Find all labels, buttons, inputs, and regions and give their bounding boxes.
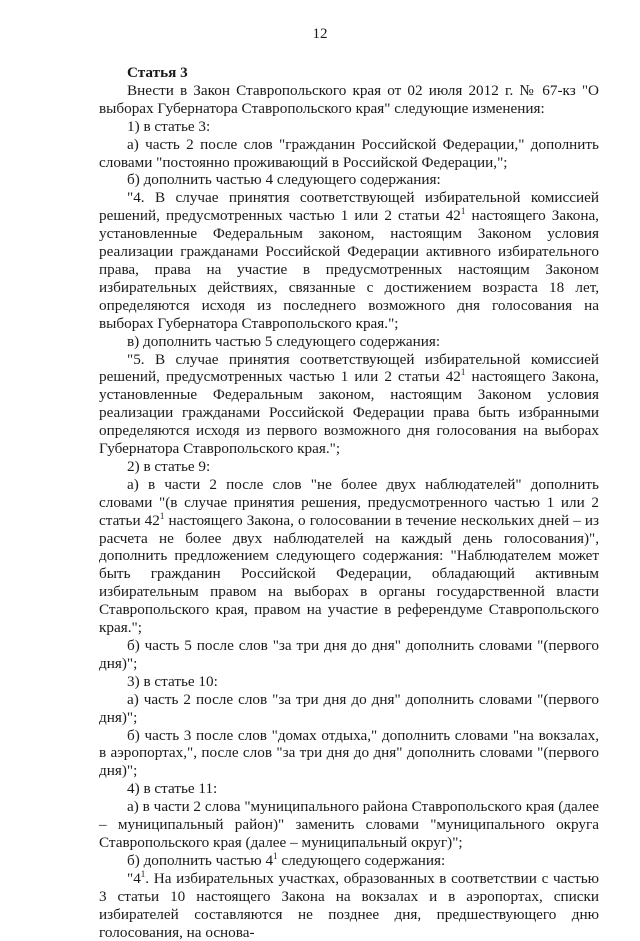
paragraph: а) в части 2 слова "муниципального района Ставропольского края (далее – муниципальный район)" заменить словами "муниципального округа Ставропольского края (далее – муниципальный округ)"; bbox=[99, 798, 599, 851]
paragraph bbox=[99, 189, 599, 332]
paragraph-text: б) дополнить частью 4 bbox=[127, 851, 274, 869]
superscript: 1 bbox=[460, 206, 466, 217]
paragraph-text: "4. В случае принятия соответствующей избирательной комиссией решений, предусмотренных частью 1 или 2 статьи 42 bbox=[99, 189, 599, 225]
paragraph bbox=[99, 870, 599, 941]
superscript: 1 bbox=[460, 367, 466, 378]
paragraph-text: настоящего Закона, о голосовании в течение нескольких дней – из расчета не более двух наблюдателей на каждый день голосования)", дополнить предложением следующего содержания: "Наблюдателем может быть гражданин Российской Федерации, обладающий активным избирательным правом на выборах в органы государственной власти Ставропольского края, правом на участие в референдуме Ставропольского края."; bbox=[99, 511, 599, 637]
paragraph: 4) в статье 11: bbox=[127, 780, 218, 798]
paragraph bbox=[99, 852, 599, 870]
paragraph-text: . На избирательных участках, образованных в соответствии с частью 3 статьи 10 настоящего Закона на вокзалах и в аэропортах, списки избирателей составляются не позднее дня, предшествующего дню голосования, на основа- bbox=[99, 869, 599, 941]
paragraph: а) часть 2 после слов "за три дня до дня" дополнить словами "(первого дня)"; bbox=[99, 690, 599, 726]
page-number: 12 bbox=[312, 26, 328, 42]
paragraph: Внести в Закон Ставропольского края от 02 июля 2012 г. № 67-кз "О выборах Губернатора Ставропольского края" следующие изменения: bbox=[99, 81, 599, 117]
paragraph bbox=[99, 476, 599, 637]
paragraph-text: "5. В случае принятия соответствующей избирательной комиссией решений, предусмотренных частью 1 или 2 статьи 42 bbox=[99, 350, 599, 386]
article-heading: Статья 3 bbox=[127, 64, 188, 81]
superscript: 1 bbox=[159, 510, 165, 521]
paragraph: б) дополнить частью 4 следующего содержания: bbox=[127, 171, 441, 189]
paragraph-text: настоящего Закона, установленные Федеральным законом, настоящим Законом условия реализации гражданами Российской Федерации права быть избранными определяются исходя из первого возможного дня голосования на выборах Губернатора Ставропольского края."; bbox=[99, 368, 599, 458]
document-body bbox=[99, 64, 599, 941]
paragraph: б) часть 3 после слов "домах отдыха," дополнить словами "на вокзалах, в аэропортах,", после слов "за три дня до дня" дополнить словами "(первого дня)"; bbox=[99, 726, 599, 780]
paragraph: 2) в статье 9: bbox=[127, 457, 211, 475]
paragraph-text: настоящего Закона, установленные Федеральным законом, настоящим Законом условия реализации гражданами Российской Федерации активного избирательного права, права на участие в предусмотренных настоящим Законом избирательных действиях, связанные с достижением возраста 18 лет, определяются исходя из последнего возможного дня голосования на выборах Губернатора Ставропольского края."; bbox=[99, 207, 599, 332]
paragraph: 1) в статье 3: bbox=[127, 117, 211, 135]
paragraph: б) часть 5 после слов "за три дня до дня" дополнить словами "(первого дня)"; bbox=[99, 637, 599, 672]
paragraph-text: а) в части 2 после слов "не более двух наблюдателей" дополнить словами "(в случае принятия решения, предусмотренного частью 1 или 2 статьи 42 bbox=[99, 475, 599, 529]
paragraph: в) дополнить частью 5 следующего содержания: bbox=[127, 332, 441, 350]
paragraph: а) часть 2 после слов "гражданин Российской Федерации," дополнить словами "постоянно проживающий в Российской Федерации,"; bbox=[99, 135, 599, 171]
paragraph-text: следующего содержания: bbox=[277, 851, 446, 869]
paragraph: 3) в статье 10: bbox=[127, 672, 218, 690]
superscript: 1 bbox=[140, 868, 146, 879]
paragraph-text: "4 bbox=[127, 869, 141, 887]
superscript: 1 bbox=[273, 850, 278, 861]
paragraph bbox=[99, 351, 599, 458]
